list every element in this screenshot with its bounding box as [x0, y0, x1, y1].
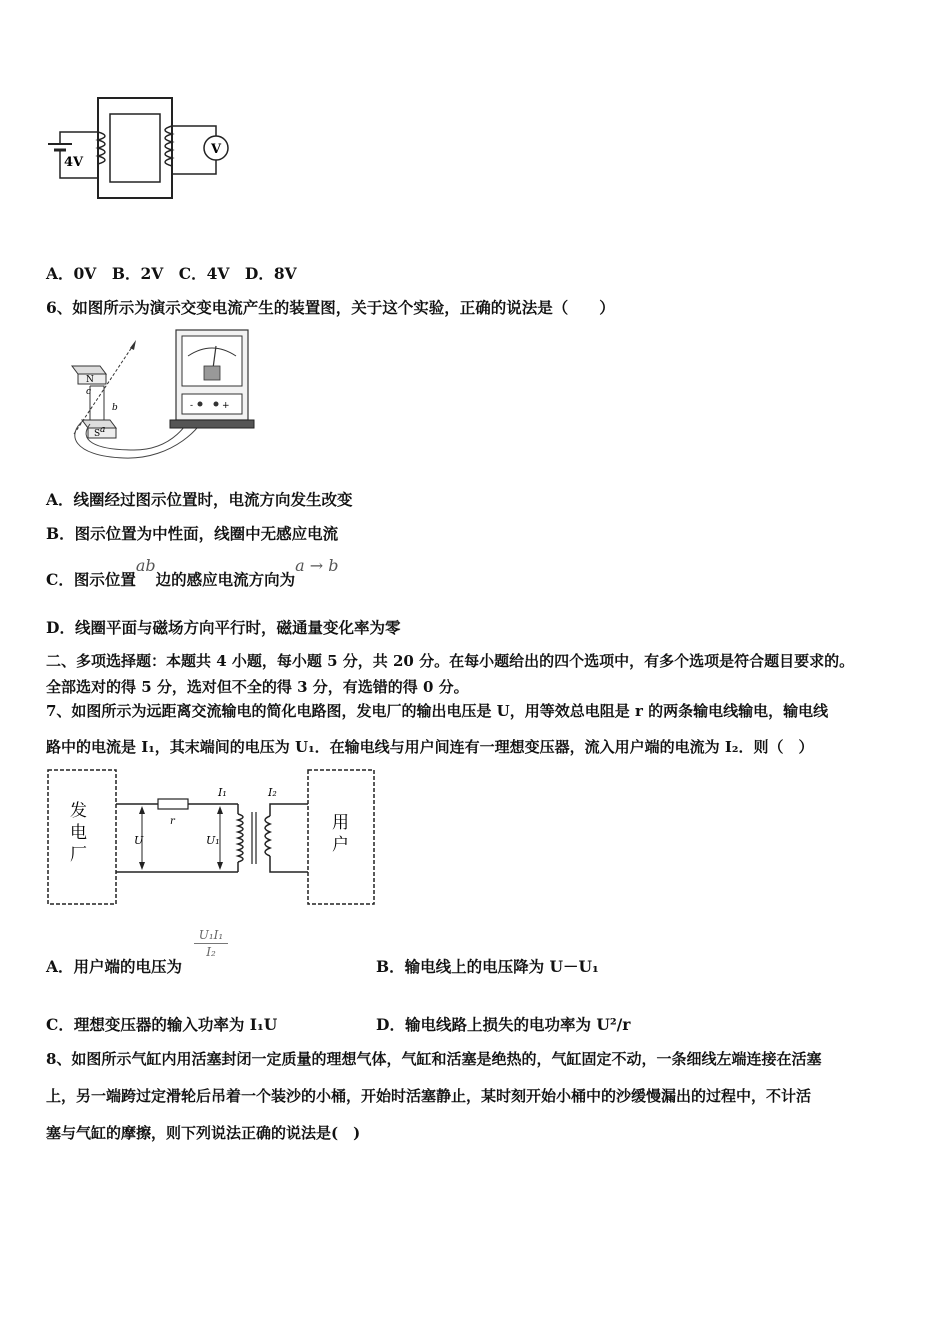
q6-b-label: b — [112, 403, 118, 413]
q6-meter-plus: + — [222, 401, 230, 411]
q7-transmission-figure — [46, 766, 378, 908]
q6-generator-figure — [64, 324, 264, 464]
q7-stem-line2: 路中的电流是 I₁，其末端间的电压为 U₁．在输电线与用户间连有一理想变压器，流入用户端的电流为 I₂．则（ ） — [46, 738, 814, 756]
q7-i2-label: I₂ — [268, 786, 277, 799]
q6-option-a: A．线圈经过图示位置时，电流方向发生改变 — [46, 490, 353, 509]
q5-transformer-figure — [40, 92, 240, 204]
q6-s-label: S — [94, 429, 101, 439]
q8-line1: 8、如图所示气缸内用活塞封闭一定质量的理想气体，气缸和活塞是绝热的，气缸固定不动，一条细线左端连接在活塞 — [46, 1050, 822, 1068]
q6-option-b: B．图示位置为中性面，线圈中无感应电流 — [46, 524, 339, 543]
q7-option-a-fraction-bar — [194, 943, 228, 944]
q6-n-label: N — [86, 375, 94, 385]
q6-c-label: c — [86, 387, 92, 397]
q7-u-label: U — [134, 834, 144, 847]
q7-option-b: B．输电线上的电压降为 U－U₁ — [376, 957, 599, 976]
q7-option-d: D．输电线路上损失的电功率为 U²/r — [376, 1015, 631, 1034]
q7-option-c: C．理想变压器的输入功率为 I₁U — [46, 1015, 278, 1034]
q8-line3: 塞与气缸的摩擦，则下列说法正确的说法是( ) — [46, 1124, 361, 1142]
q7-stem-line1: 7、如图所示为远距离交流输电的简化电路图，发电厂的输出电压是 U，用等效总电阻是 r 的两条输电线输电，输电线 — [46, 702, 829, 720]
q7-user-char-1: 用 — [332, 813, 349, 833]
q6-option-c-prefix: C．图示位置 — [46, 570, 136, 589]
q7-option-a-denominator: I₂ — [206, 945, 216, 959]
q6-stem: 6、如图所示为演示交变电流产生的装置图，关于这个实验，正确的说法是（ ） — [46, 298, 615, 317]
q5-meter-label: V — [211, 142, 222, 157]
q7-i1-label: I₁ — [218, 786, 227, 799]
q6-a-label: a — [100, 425, 106, 435]
q7-plant-char-2: 电 — [70, 823, 87, 843]
q6-option-d: D．线圈平面与磁场方向平行时，磁通量变化率为零 — [46, 618, 401, 637]
q7-u1-label: U₁ — [206, 834, 220, 847]
q6-option-c — [46, 556, 339, 590]
q5-battery-label: 4V — [64, 155, 84, 170]
q6-option-c-math-a-to-b: a → b — [295, 556, 339, 575]
q7-option-a-text: A．用户端的电压为 — [46, 957, 183, 976]
q7-option-a-numerator: U₁I₁ — [198, 928, 224, 942]
q7-user-char-2: 户 — [332, 835, 349, 855]
q6-option-c-middle: 边的感应电流方向为 — [155, 570, 296, 589]
q6-meter-minus: - — [190, 401, 194, 411]
q6-option-c-math-ab: ab — [135, 556, 156, 575]
q8-line2: 上，另一端跨过定滑轮后吊着一个装沙的小桶，开始时活塞静止，某时刻开始小桶中的沙缓慢漏出的过程中，不计活 — [46, 1087, 812, 1105]
section2-line2: 全部选对的得 5 分，选对但不全的得 3 分，有选错的得 0 分。 — [46, 678, 469, 696]
q7-plant-char-1: 发 — [70, 801, 87, 821]
section2-line1: 二、多项选择题：本题共 4 小题，每小题 5 分，共 20 分。在每小题给出的四个选项中，有多个选项是符合题目要求的。 — [46, 652, 855, 670]
q7-r-label: r — [170, 816, 175, 827]
q5-options: A．0V B．2V C．4V D．8V — [46, 264, 297, 283]
q7-option-a-fraction — [194, 928, 228, 959]
q7-plant-char-3: 厂 — [70, 845, 87, 865]
